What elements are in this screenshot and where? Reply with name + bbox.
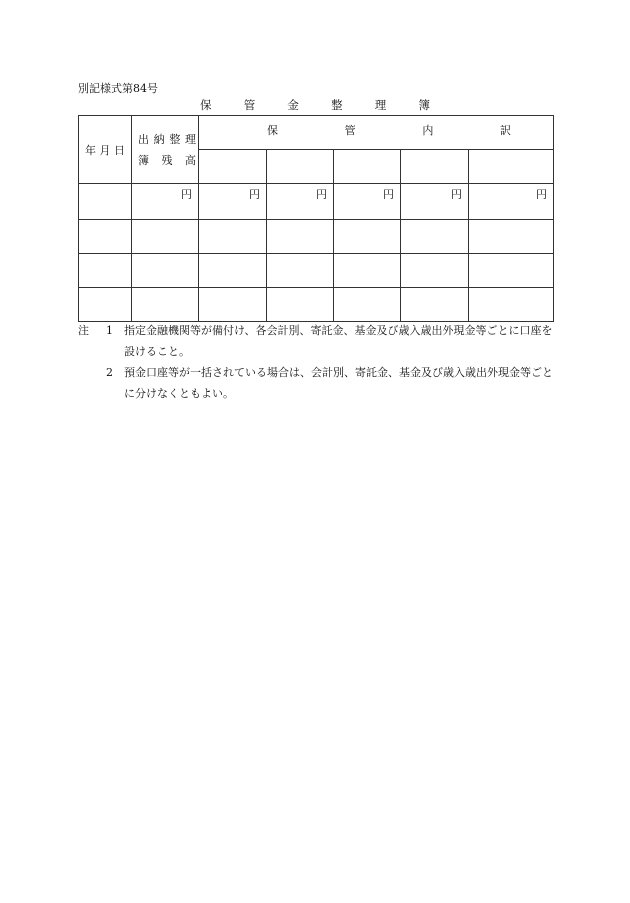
table-cell: [79, 254, 132, 288]
note-number: 2: [106, 366, 113, 379]
table-cell: [267, 220, 334, 254]
breakdown-header: [199, 116, 554, 150]
table-cell: [132, 220, 199, 254]
table-cell: [132, 254, 199, 288]
table-cell: [267, 288, 334, 322]
breakdown-subcell: [267, 150, 334, 184]
table-cell: [199, 254, 267, 288]
table-cell: [334, 254, 401, 288]
unit-label: 円: [401, 184, 469, 220]
note-text: 指定金融機関等が備付け、各会計別、寄託金、基金及び歳入歳出外現金等ごとに口座を設けること。: [124, 324, 553, 358]
breakdown-header-char: 保: [267, 124, 278, 137]
breakdown-subcell: [469, 150, 554, 184]
table-cell: [199, 288, 267, 322]
balance-header-char: 納: [153, 132, 165, 146]
title-char: 管: [243, 98, 256, 112]
balance-header-char: 残: [161, 153, 173, 167]
breakdown-header-char: 内: [422, 124, 434, 137]
table-cell: [401, 288, 469, 322]
table-row: [79, 220, 554, 254]
date-header: [79, 116, 132, 184]
table-cell: [469, 254, 554, 288]
date-header-char: 月: [99, 143, 111, 157]
balance-header: [132, 116, 199, 184]
note-item: [78, 362, 558, 404]
unit-label: 円: [334, 184, 401, 220]
unit-label: 円: [132, 184, 199, 220]
note-text: 預金口座等が一括されている場合は、会計別、寄託金、基金及び歳入歳出外現金等ごとに分けなくともよい。: [124, 366, 553, 400]
page-title: [200, 97, 430, 113]
table-row: [79, 288, 554, 322]
form-number-label: 別記様式第84号: [78, 82, 158, 95]
table-cell: [79, 184, 132, 220]
breakdown-header-char: 管: [344, 124, 356, 137]
breakdown-subcell: [199, 150, 267, 184]
table-cell: [469, 288, 554, 322]
table-cell: [334, 220, 401, 254]
title-char: 整: [331, 98, 343, 112]
unit-label: 円: [199, 184, 267, 220]
table-cell: [79, 288, 132, 322]
date-header-char: 年: [85, 143, 96, 157]
table-cell: [469, 220, 554, 254]
date-header-char: 日: [114, 143, 125, 157]
title-char: 保: [200, 98, 212, 112]
table-row: [79, 184, 554, 220]
table-cell: [267, 254, 334, 288]
balance-header-char: 理: [184, 132, 196, 146]
table-cell: [334, 288, 401, 322]
breakdown-subcell: [334, 150, 401, 184]
table-cell: [401, 254, 469, 288]
unit-label: 円: [267, 184, 334, 220]
table-cell: [401, 220, 469, 254]
table-row: [79, 254, 554, 288]
balance-header-char: 出: [138, 132, 149, 146]
breakdown-header-char: 訳: [499, 124, 511, 137]
title-char: 理: [374, 98, 387, 112]
note-number: 1: [106, 324, 113, 337]
notes-label: 注: [78, 324, 89, 337]
balance-header-char: 簿: [138, 153, 149, 167]
note-item: [78, 320, 558, 362]
title-char: 簿: [418, 98, 430, 112]
breakdown-subcell: [401, 150, 469, 184]
table-cell: [79, 220, 132, 254]
notes: [78, 320, 558, 404]
table-cell: [199, 220, 267, 254]
header-row: [79, 116, 554, 150]
balance-header-char: 高: [185, 153, 196, 167]
balance-header-char: 整: [169, 132, 181, 146]
unit-label: 円: [469, 184, 554, 220]
ledger-table: [78, 115, 554, 322]
title-char: 金: [287, 98, 299, 112]
table-cell: [132, 288, 199, 322]
